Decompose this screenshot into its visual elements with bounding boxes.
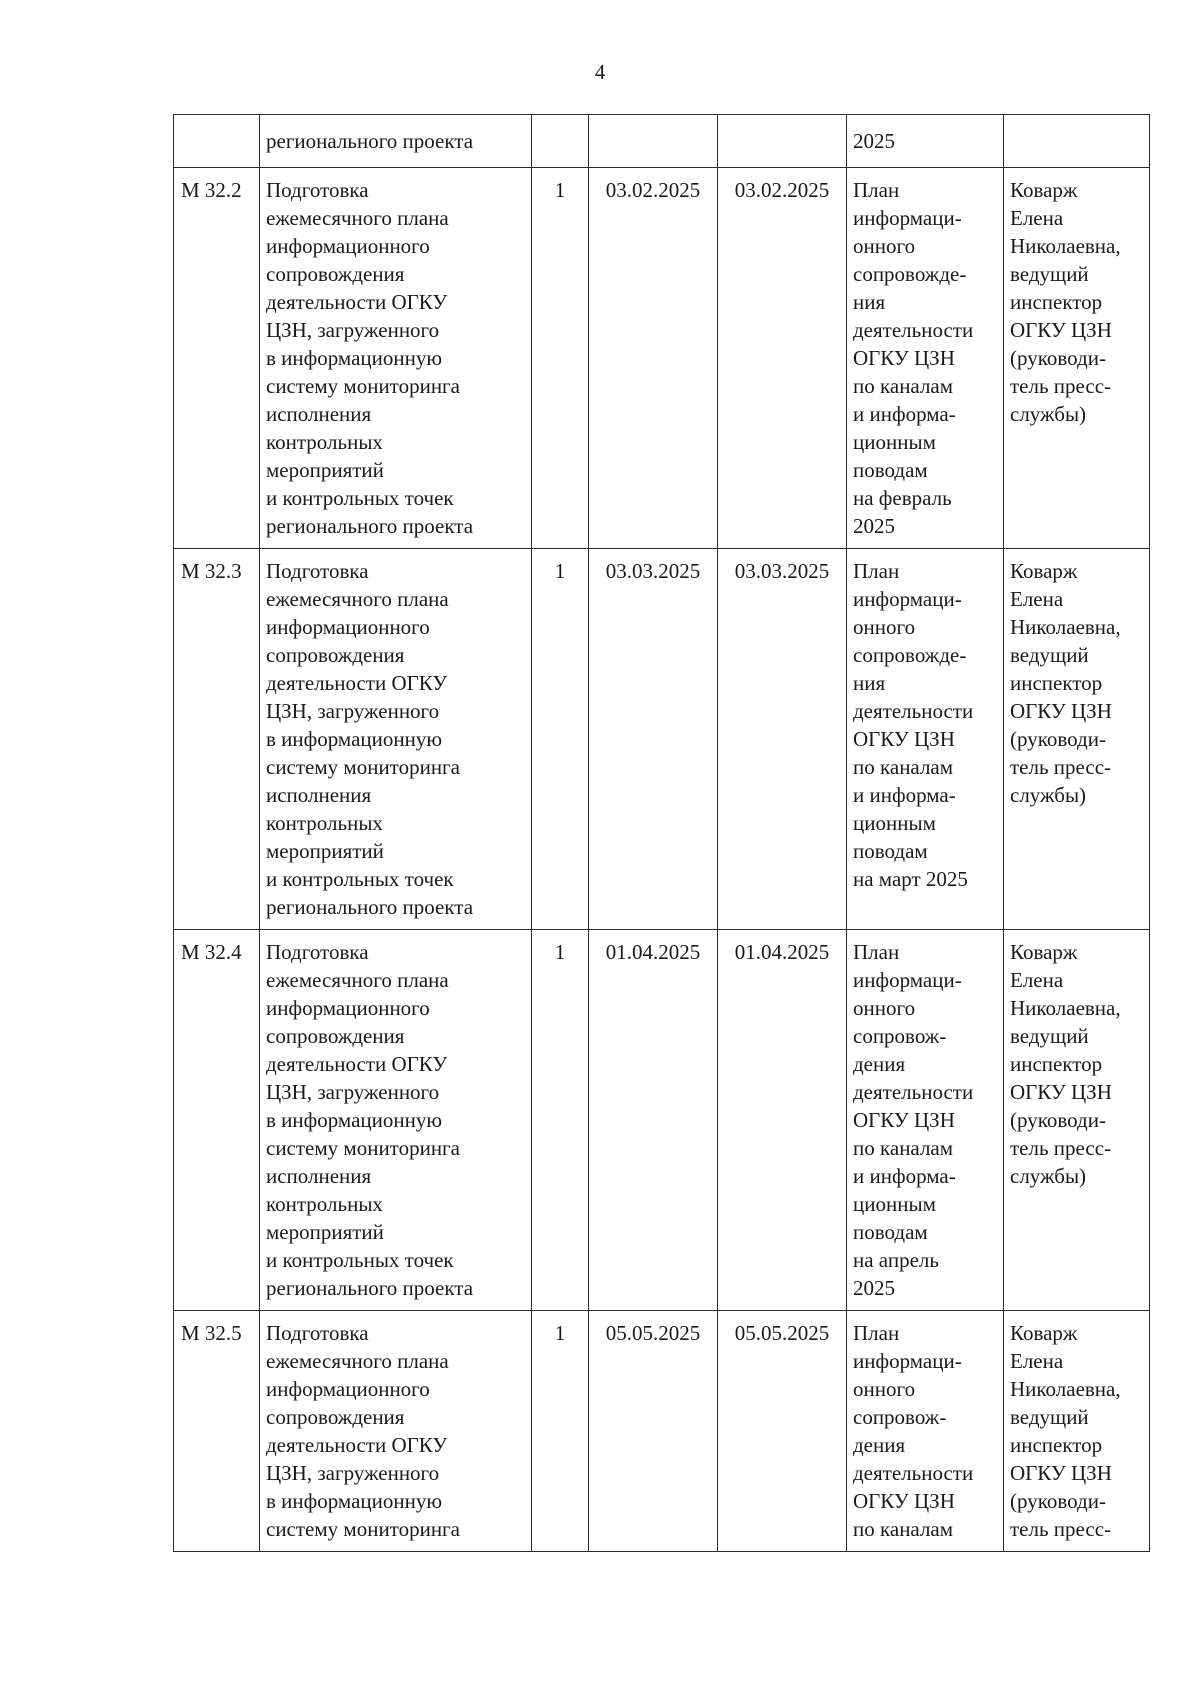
responsible-person: Коварж Елена Николаевна, ведущий инспектор ОГКУ ЦЗН (руководи- тель пресс- службы) bbox=[1004, 168, 1150, 549]
milestone-quantity: 1 bbox=[532, 549, 589, 930]
table-row bbox=[174, 115, 1150, 168]
responsible-person: Коварж Елена Николаевна, ведущий инспектор ОГКУ ЦЗН (руководи- тель пресс- службы) bbox=[1004, 549, 1150, 930]
start-date bbox=[589, 115, 718, 168]
responsible-person: Коварж Елена Николаевна, ведущий инспектор ОГКУ ЦЗН (руководи- тель пресс- службы) bbox=[1004, 930, 1150, 1311]
milestone-name: Подготовка ежемесячного плана информационного сопровождения деятельности ОГКУ ЦЗН, загруженного в информационную систему мониторинга исполнения контрольных мероприятий и контрольных точек регионального проекта bbox=[260, 930, 532, 1311]
responsible-person: Коварж Елена Николаевна, ведущий инспектор ОГКУ ЦЗН (руководи- тель пресс- bbox=[1004, 1311, 1150, 1552]
responsible-person bbox=[1004, 115, 1150, 168]
milestone-name: Подготовка ежемесячного плана информационного сопровождения деятельности ОГКУ ЦЗН, загруженного в информационную систему мониторинга исполнения контрольных мероприятий и контрольных точек регионального проекта bbox=[260, 549, 532, 930]
milestone-quantity: 1 bbox=[532, 168, 589, 549]
end-date bbox=[718, 115, 847, 168]
page-number: 4 bbox=[594, 60, 606, 84]
result-document: План информаци- онного сопровож- дения деятельности ОГКУ ЦЗН по каналам и информа- ционным поводам на апрель 2025 bbox=[847, 930, 1004, 1311]
result-document: План информаци- онного сопровожде- ния деятельности ОГКУ ЦЗН по каналам и информа- ционным поводам на март 2025 bbox=[847, 549, 1004, 930]
result-document: План информаци- онного сопровожде- ния деятельности ОГКУ ЦЗН по каналам и информа- ционным поводам на февраль 2025 bbox=[847, 168, 1004, 549]
start-date: 05.05.2025 bbox=[589, 1311, 718, 1552]
end-date: 03.02.2025 bbox=[718, 168, 847, 549]
milestone-id bbox=[174, 115, 260, 168]
milestone-id: М 32.4 bbox=[174, 930, 260, 1311]
milestone-quantity bbox=[532, 115, 589, 168]
start-date: 03.03.2025 bbox=[589, 549, 718, 930]
milestone-id: М 32.5 bbox=[174, 1311, 260, 1552]
start-date: 01.04.2025 bbox=[589, 930, 718, 1311]
result-document: 2025 bbox=[847, 115, 1004, 168]
milestone-name: регионального проекта bbox=[260, 115, 532, 168]
table-row bbox=[174, 549, 1150, 930]
milestone-id: М 32.2 bbox=[174, 168, 260, 549]
milestone-quantity: 1 bbox=[532, 930, 589, 1311]
end-date: 01.04.2025 bbox=[718, 930, 847, 1311]
milestones-table bbox=[173, 114, 1150, 1552]
end-date: 05.05.2025 bbox=[718, 1311, 847, 1552]
milestone-id: М 32.3 bbox=[174, 549, 260, 930]
milestone-quantity: 1 bbox=[532, 1311, 589, 1552]
table-row bbox=[174, 1311, 1150, 1552]
result-document: План информаци- онного сопровож- дения деятельности ОГКУ ЦЗН по каналам bbox=[847, 1311, 1004, 1552]
start-date: 03.02.2025 bbox=[589, 168, 718, 549]
end-date: 03.03.2025 bbox=[718, 549, 847, 930]
milestone-name: Подготовка ежемесячного плана информационного сопровождения деятельности ОГКУ ЦЗН, загруженного в информационную систему мониторинга bbox=[260, 1311, 532, 1552]
milestone-name: Подготовка ежемесячного плана информационного сопровождения деятельности ОГКУ ЦЗН, загруженного в информационную систему мониторинга исполнения контрольных мероприятий и контрольных точек регионального проекта bbox=[260, 168, 532, 549]
table-row bbox=[174, 168, 1150, 549]
table-row bbox=[174, 930, 1150, 1311]
